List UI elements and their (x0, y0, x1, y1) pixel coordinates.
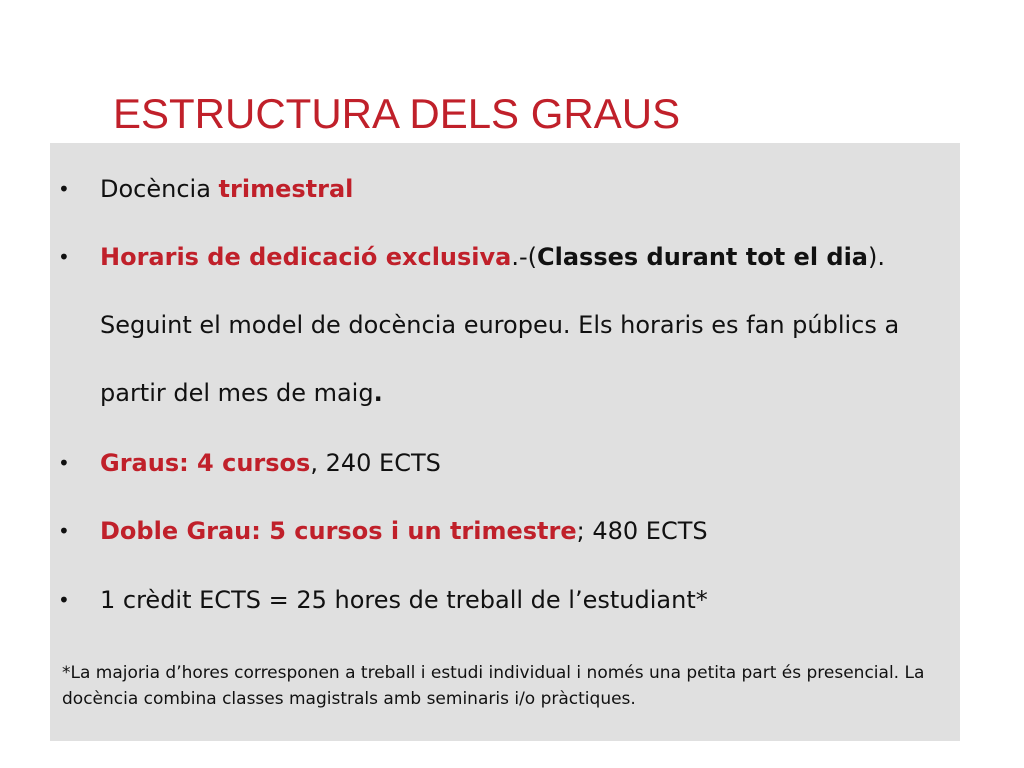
bullet-dot-icon: • (58, 451, 70, 475)
bullet-dot-icon: • (58, 519, 70, 543)
bullet-text (100, 497, 958, 565)
bullet-text-plain: Docència (100, 175, 219, 203)
bullet-text-highlight: Graus: 4 cursos (100, 449, 311, 477)
bullet-text-bold: . (373, 379, 383, 407)
bullet-text-bold: Classes durant tot el dia (537, 243, 868, 271)
footnote: *La majoria d’hores corresponen a treball i estudi individual i només una petita part és presencial. La docència combina classes magistrals amb seminaris i/o pràctiques. (62, 663, 925, 709)
bullet-text-highlight: Doble Grau: 5 cursos i un trimestre (100, 517, 577, 545)
content-box (50, 143, 960, 741)
bullet-text-plain: ). Seguint el model de docència europeu. Els horaris es fan públics a partir del mes de maig (100, 243, 900, 407)
bullet-text (100, 429, 958, 497)
bullet-text-plain: ; 480 ECTS (576, 517, 708, 545)
bullet-text-highlight: Horaris de dedicació exclusiva (100, 243, 512, 271)
bullet-dot-icon: • (58, 588, 70, 612)
bullet-text-highlight: trimestral (218, 175, 354, 203)
bullet-dot-icon: • (58, 245, 70, 269)
bullet-text (100, 155, 958, 223)
bullet-text (100, 223, 958, 427)
bullet-dot-icon: • (58, 177, 70, 201)
slide-title: ESTRUCTURA DELS GRAUS (113, 90, 681, 137)
bullet-text-plain: .-( (511, 243, 538, 271)
bullet-text: 1 crèdit ECTS = 25 hores de treball de l’estudiant* (100, 586, 708, 614)
bullet-text-plain: , 240 ECTS (310, 449, 441, 477)
